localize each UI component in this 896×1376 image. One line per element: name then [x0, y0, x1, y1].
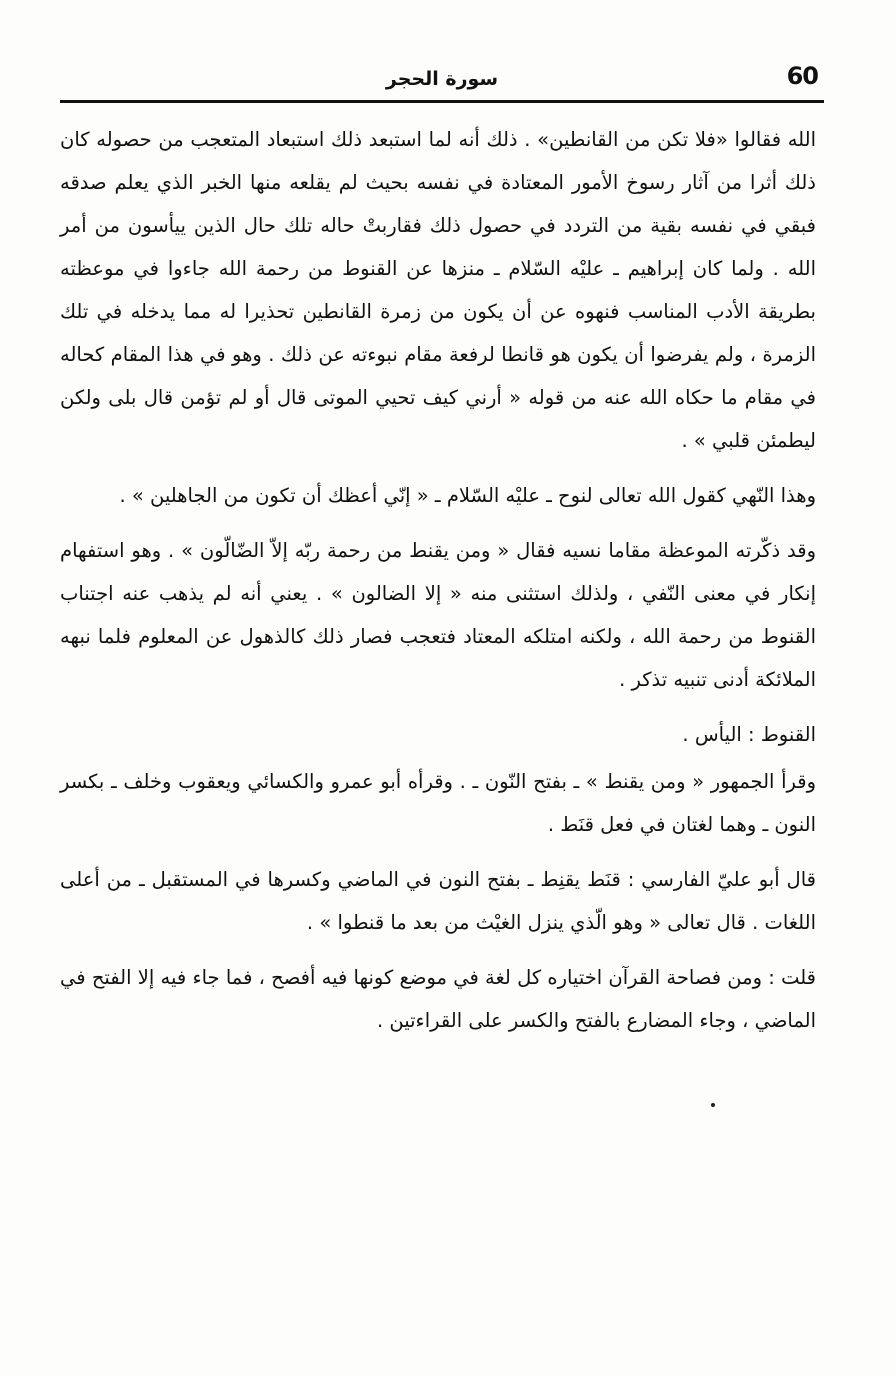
paragraph: الله فقالوا «فلا تكن من القانطين» . ذلك أنه لما استبعد ذلك استبعاد المتعجب من حصوله كان ذلك أثرا من آثار رسوخ الأمور المعتادة في نفسه بحيث لم يقلعه منها الخبر الذي يعلم صدقه فبقي في نفسه بقية من التردد في حصول ذلك فقاربتْ حاله تلك حال الذين ييأسون من أمر الله . ولما كان إبراهيم ـ عليْه السّلام ـ منزها عن القنوط من رحمة الله جاءوا في موعظته بطريقة الأدب المناسب فنهوه عن أن يكون من زمرة القانطين تحذيرا له مما يدخله في تلك الزمرة ، ولم يفرضوا أن يكون هو قانطا لرفعة مقام نبوءته عن ذلك . وهو في هذا المقام كحاله في مقام ما حكاه الله عنه من قوله « أرني كيف تحيي الموتى قال أو لم تؤمن قال بلى ولكن ليطمئن قلبي » .	[60, 128, 816, 452]
page-header	[60, 62, 824, 102]
paragraph: وقرأ الجمهور « ومن يقنط » ـ بفتح النّون ـ . وقرأه أبو عمرو والكسائي ويعقوب وخلف ـ بكسر النون ـ وهما لغتان في فعل قنَط .	[60, 770, 816, 836]
paragraph: القنوط : اليأس .	[682, 723, 816, 746]
paragraph: قلت : ومن فصاحة القرآن اختياره كل لغة في موضع كونها فيه أفصح ، فما جاء فيه إلا الفتح في الماضي ، وجاء المضارع بالفتح والكسر على القراءتين .	[60, 966, 816, 1032]
surah-title: سورة الحجر	[385, 68, 499, 90]
paragraph: قال أبو عليّ الفارسي : قنَط يقنِط ـ بفتح النون في الماضي وكسرها في المستقبل ـ من أعلى اللغات . قال تعالى « وهو الّذي ينزل الغيْث من بعد ما قنطوا » .	[60, 868, 816, 934]
print-speck	[711, 1103, 715, 1107]
paragraph: وقد ذكّرته الموعظة مقاما نسيه فقال « ومن يقنط من رحمة ربّه إلاّ الضّالّون » . وهو استفهام إنكار في معنى النّفي ، ولذلك استثنى منه « إلا الضالون » . يعني أنه لم يذهب عنه اجتناب القنوط من رحمة الله ، ولكنه امتلكه المعتاد فتعجب فصار ذلك كالذهول عن المعلوم فلما نبهه الملائكة أدنى تنبيه تذكر .	[60, 539, 816, 691]
body-text	[60, 118, 816, 1054]
page-number: 60	[786, 62, 818, 90]
header-rule	[60, 100, 824, 103]
paragraph: وهذا النّهي كقول الله تعالى لنوح ـ عليْه السّلام ـ « إنّي أعظك أن تكون من الجاهلين » .	[119, 484, 816, 507]
